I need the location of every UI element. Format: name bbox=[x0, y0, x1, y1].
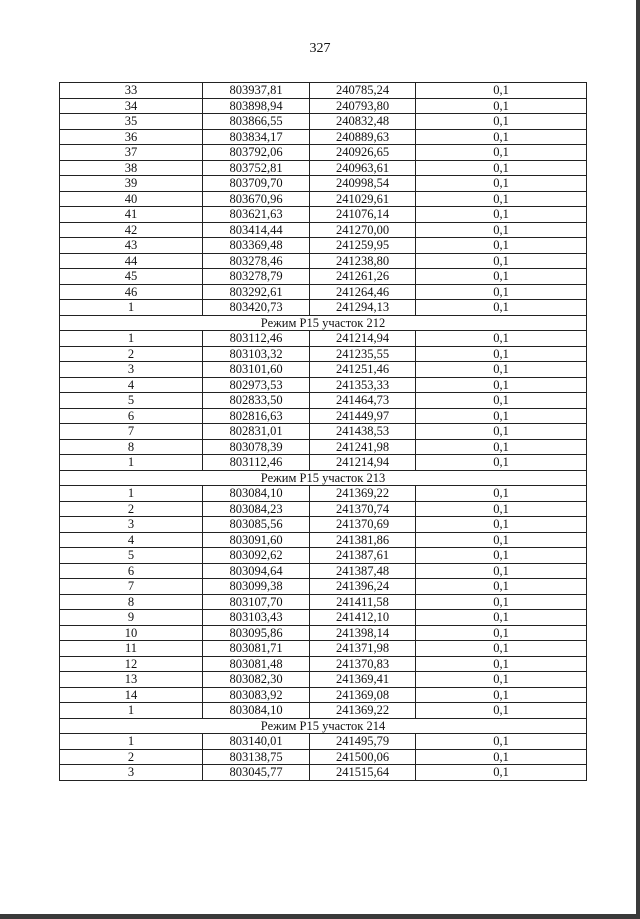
x-coordinate-cell: 803621,63 bbox=[203, 207, 310, 223]
point-number-cell: 3 bbox=[60, 362, 203, 378]
point-number-cell: 45 bbox=[60, 269, 203, 285]
value-cell: 0,1 bbox=[416, 641, 587, 657]
y-coordinate-cell: 241251,46 bbox=[310, 362, 416, 378]
y-coordinate-cell: 241259,95 bbox=[310, 238, 416, 254]
x-coordinate-cell: 803082,30 bbox=[203, 672, 310, 688]
x-coordinate-cell: 803937,81 bbox=[203, 83, 310, 99]
point-number-cell: 5 bbox=[60, 393, 203, 409]
y-coordinate-cell: 241369,22 bbox=[310, 486, 416, 502]
y-coordinate-cell: 241438,53 bbox=[310, 424, 416, 440]
table-row bbox=[60, 393, 587, 409]
point-number-cell: 2 bbox=[60, 501, 203, 517]
table-row bbox=[60, 114, 587, 130]
coordinates-table bbox=[59, 82, 587, 781]
value-cell: 0,1 bbox=[416, 207, 587, 223]
x-coordinate-cell: 803095,86 bbox=[203, 625, 310, 641]
table-row bbox=[60, 517, 587, 533]
x-coordinate-cell: 803081,48 bbox=[203, 656, 310, 672]
x-coordinate-cell: 803278,79 bbox=[203, 269, 310, 285]
y-coordinate-cell: 241396,24 bbox=[310, 579, 416, 595]
table-row bbox=[60, 749, 587, 765]
y-coordinate-cell: 240832,48 bbox=[310, 114, 416, 130]
table-row bbox=[60, 687, 587, 703]
table-row bbox=[60, 734, 587, 750]
section-header-row bbox=[60, 315, 587, 331]
value-cell: 0,1 bbox=[416, 439, 587, 455]
coordinates-table-body bbox=[60, 83, 587, 781]
value-cell: 0,1 bbox=[416, 563, 587, 579]
value-cell: 0,1 bbox=[416, 346, 587, 362]
x-coordinate-cell: 803084,23 bbox=[203, 501, 310, 517]
table-row bbox=[60, 191, 587, 207]
table-row bbox=[60, 548, 587, 564]
value-cell: 0,1 bbox=[416, 362, 587, 378]
value-cell: 0,1 bbox=[416, 610, 587, 626]
x-coordinate-cell: 803369,48 bbox=[203, 238, 310, 254]
point-number-cell: 36 bbox=[60, 129, 203, 145]
value-cell: 0,1 bbox=[416, 486, 587, 502]
value-cell: 0,1 bbox=[416, 83, 587, 99]
y-coordinate-cell: 241369,22 bbox=[310, 703, 416, 719]
y-coordinate-cell: 241370,74 bbox=[310, 501, 416, 517]
point-number-cell: 12 bbox=[60, 656, 203, 672]
y-coordinate-cell: 241241,98 bbox=[310, 439, 416, 455]
x-coordinate-cell: 803103,32 bbox=[203, 346, 310, 362]
section-title: Режим Р15 участок 212 bbox=[60, 315, 587, 331]
table-row bbox=[60, 703, 587, 719]
y-coordinate-cell: 241464,73 bbox=[310, 393, 416, 409]
y-coordinate-cell: 241515,64 bbox=[310, 765, 416, 781]
value-cell: 0,1 bbox=[416, 501, 587, 517]
table-row bbox=[60, 486, 587, 502]
x-coordinate-cell: 803084,10 bbox=[203, 703, 310, 719]
value-cell: 0,1 bbox=[416, 145, 587, 161]
x-coordinate-cell: 802973,53 bbox=[203, 377, 310, 393]
table-row bbox=[60, 439, 587, 455]
x-coordinate-cell: 803084,10 bbox=[203, 486, 310, 502]
x-coordinate-cell: 803792,06 bbox=[203, 145, 310, 161]
point-number-cell: 11 bbox=[60, 641, 203, 657]
x-coordinate-cell: 803140,01 bbox=[203, 734, 310, 750]
point-number-cell: 2 bbox=[60, 749, 203, 765]
value-cell: 0,1 bbox=[416, 734, 587, 750]
value-cell: 0,1 bbox=[416, 253, 587, 269]
table-row bbox=[60, 377, 587, 393]
value-cell: 0,1 bbox=[416, 377, 587, 393]
table-row bbox=[60, 501, 587, 517]
table-row bbox=[60, 176, 587, 192]
value-cell: 0,1 bbox=[416, 548, 587, 564]
y-coordinate-cell: 240926,65 bbox=[310, 145, 416, 161]
value-cell: 0,1 bbox=[416, 656, 587, 672]
point-number-cell: 1 bbox=[60, 486, 203, 502]
table-row bbox=[60, 532, 587, 548]
y-coordinate-cell: 240963,61 bbox=[310, 160, 416, 176]
y-coordinate-cell: 241261,26 bbox=[310, 269, 416, 285]
point-number-cell: 39 bbox=[60, 176, 203, 192]
point-number-cell: 1 bbox=[60, 300, 203, 316]
y-coordinate-cell: 240785,24 bbox=[310, 83, 416, 99]
point-number-cell: 1 bbox=[60, 455, 203, 471]
point-number-cell: 5 bbox=[60, 548, 203, 564]
section-title: Режим Р15 участок 214 bbox=[60, 718, 587, 734]
point-number-cell: 6 bbox=[60, 408, 203, 424]
x-coordinate-cell: 803414,44 bbox=[203, 222, 310, 238]
y-coordinate-cell: 241270,00 bbox=[310, 222, 416, 238]
point-number-cell: 4 bbox=[60, 377, 203, 393]
x-coordinate-cell: 803112,46 bbox=[203, 331, 310, 347]
y-coordinate-cell: 241214,94 bbox=[310, 331, 416, 347]
point-number-cell: 46 bbox=[60, 284, 203, 300]
value-cell: 0,1 bbox=[416, 579, 587, 595]
y-coordinate-cell: 240998,54 bbox=[310, 176, 416, 192]
value-cell: 0,1 bbox=[416, 269, 587, 285]
table-row bbox=[60, 594, 587, 610]
table-row bbox=[60, 563, 587, 579]
y-coordinate-cell: 241411,58 bbox=[310, 594, 416, 610]
x-coordinate-cell: 803866,55 bbox=[203, 114, 310, 130]
page-number: 327 bbox=[309, 41, 331, 56]
value-cell: 0,1 bbox=[416, 687, 587, 703]
x-coordinate-cell: 803103,43 bbox=[203, 610, 310, 626]
y-coordinate-cell: 241076,14 bbox=[310, 207, 416, 223]
y-coordinate-cell: 240889,63 bbox=[310, 129, 416, 145]
scan-edge-bottom bbox=[0, 914, 640, 919]
table-row bbox=[60, 672, 587, 688]
value-cell: 0,1 bbox=[416, 517, 587, 533]
section-header-row bbox=[60, 718, 587, 734]
table-row bbox=[60, 424, 587, 440]
point-number-cell: 37 bbox=[60, 145, 203, 161]
x-coordinate-cell: 803278,46 bbox=[203, 253, 310, 269]
x-coordinate-cell: 803085,56 bbox=[203, 517, 310, 533]
point-number-cell: 38 bbox=[60, 160, 203, 176]
y-coordinate-cell: 241412,10 bbox=[310, 610, 416, 626]
y-coordinate-cell: 241495,79 bbox=[310, 734, 416, 750]
point-number-cell: 35 bbox=[60, 114, 203, 130]
x-coordinate-cell: 802831,01 bbox=[203, 424, 310, 440]
table-row bbox=[60, 160, 587, 176]
y-coordinate-cell: 241381,86 bbox=[310, 532, 416, 548]
y-coordinate-cell: 241264,46 bbox=[310, 284, 416, 300]
value-cell: 0,1 bbox=[416, 765, 587, 781]
y-coordinate-cell: 241235,55 bbox=[310, 346, 416, 362]
y-coordinate-cell: 241371,98 bbox=[310, 641, 416, 657]
point-number-cell: 42 bbox=[60, 222, 203, 238]
y-coordinate-cell: 241449,97 bbox=[310, 408, 416, 424]
y-coordinate-cell: 241369,08 bbox=[310, 687, 416, 703]
x-coordinate-cell: 803834,17 bbox=[203, 129, 310, 145]
point-number-cell: 3 bbox=[60, 517, 203, 533]
table-row bbox=[60, 253, 587, 269]
value-cell: 0,1 bbox=[416, 129, 587, 145]
point-number-cell: 1 bbox=[60, 331, 203, 347]
value-cell: 0,1 bbox=[416, 176, 587, 192]
table-row bbox=[60, 284, 587, 300]
table-row bbox=[60, 579, 587, 595]
point-number-cell: 34 bbox=[60, 98, 203, 114]
table-row bbox=[60, 362, 587, 378]
value-cell: 0,1 bbox=[416, 455, 587, 471]
point-number-cell: 4 bbox=[60, 532, 203, 548]
point-number-cell: 7 bbox=[60, 579, 203, 595]
x-coordinate-cell: 803078,39 bbox=[203, 439, 310, 455]
x-coordinate-cell: 802816,63 bbox=[203, 408, 310, 424]
point-number-cell: 3 bbox=[60, 765, 203, 781]
value-cell: 0,1 bbox=[416, 393, 587, 409]
value-cell: 0,1 bbox=[416, 222, 587, 238]
value-cell: 0,1 bbox=[416, 424, 587, 440]
value-cell: 0,1 bbox=[416, 672, 587, 688]
point-number-cell: 40 bbox=[60, 191, 203, 207]
x-coordinate-cell: 803898,94 bbox=[203, 98, 310, 114]
y-coordinate-cell: 241029,61 bbox=[310, 191, 416, 207]
x-coordinate-cell: 803138,75 bbox=[203, 749, 310, 765]
table-row bbox=[60, 408, 587, 424]
y-coordinate-cell: 241353,33 bbox=[310, 377, 416, 393]
table-row bbox=[60, 98, 587, 114]
x-coordinate-cell: 803112,46 bbox=[203, 455, 310, 471]
y-coordinate-cell: 241387,48 bbox=[310, 563, 416, 579]
y-coordinate-cell: 241369,41 bbox=[310, 672, 416, 688]
table-row bbox=[60, 145, 587, 161]
value-cell: 0,1 bbox=[416, 749, 587, 765]
x-coordinate-cell: 803420,73 bbox=[203, 300, 310, 316]
table-row bbox=[60, 207, 587, 223]
point-number-cell: 33 bbox=[60, 83, 203, 99]
value-cell: 0,1 bbox=[416, 703, 587, 719]
point-number-cell: 7 bbox=[60, 424, 203, 440]
value-cell: 0,1 bbox=[416, 238, 587, 254]
point-number-cell: 1 bbox=[60, 734, 203, 750]
table-row bbox=[60, 610, 587, 626]
table-row bbox=[60, 331, 587, 347]
x-coordinate-cell: 803081,71 bbox=[203, 641, 310, 657]
table-row bbox=[60, 238, 587, 254]
value-cell: 0,1 bbox=[416, 160, 587, 176]
point-number-cell: 8 bbox=[60, 439, 203, 455]
x-coordinate-cell: 803091,60 bbox=[203, 532, 310, 548]
point-number-cell: 14 bbox=[60, 687, 203, 703]
y-coordinate-cell: 241370,69 bbox=[310, 517, 416, 533]
y-coordinate-cell: 241387,61 bbox=[310, 548, 416, 564]
table-row bbox=[60, 625, 587, 641]
x-coordinate-cell: 803107,70 bbox=[203, 594, 310, 610]
table-row bbox=[60, 300, 587, 316]
x-coordinate-cell: 803083,92 bbox=[203, 687, 310, 703]
section-title: Режим Р15 участок 213 bbox=[60, 470, 587, 486]
value-cell: 0,1 bbox=[416, 625, 587, 641]
point-number-cell: 9 bbox=[60, 610, 203, 626]
point-number-cell: 1 bbox=[60, 703, 203, 719]
x-coordinate-cell: 803752,81 bbox=[203, 160, 310, 176]
value-cell: 0,1 bbox=[416, 284, 587, 300]
value-cell: 0,1 bbox=[416, 114, 587, 130]
x-coordinate-cell: 802833,50 bbox=[203, 393, 310, 409]
y-coordinate-cell: 241214,94 bbox=[310, 455, 416, 471]
y-coordinate-cell: 241294,13 bbox=[310, 300, 416, 316]
scan-edge-right bbox=[636, 0, 640, 919]
y-coordinate-cell: 241370,83 bbox=[310, 656, 416, 672]
table-row bbox=[60, 346, 587, 362]
value-cell: 0,1 bbox=[416, 300, 587, 316]
table-row bbox=[60, 765, 587, 781]
section-header-row bbox=[60, 470, 587, 486]
point-number-cell: 8 bbox=[60, 594, 203, 610]
value-cell: 0,1 bbox=[416, 98, 587, 114]
y-coordinate-cell: 241500,06 bbox=[310, 749, 416, 765]
y-coordinate-cell: 241238,80 bbox=[310, 253, 416, 269]
point-number-cell: 13 bbox=[60, 672, 203, 688]
table-row bbox=[60, 83, 587, 99]
table-row bbox=[60, 129, 587, 145]
point-number-cell: 43 bbox=[60, 238, 203, 254]
point-number-cell: 10 bbox=[60, 625, 203, 641]
x-coordinate-cell: 803292,61 bbox=[203, 284, 310, 300]
x-coordinate-cell: 803101,60 bbox=[203, 362, 310, 378]
x-coordinate-cell: 803092,62 bbox=[203, 548, 310, 564]
x-coordinate-cell: 803670,96 bbox=[203, 191, 310, 207]
y-coordinate-cell: 240793,80 bbox=[310, 98, 416, 114]
x-coordinate-cell: 803709,70 bbox=[203, 176, 310, 192]
point-number-cell: 41 bbox=[60, 207, 203, 223]
x-coordinate-cell: 803099,38 bbox=[203, 579, 310, 595]
point-number-cell: 44 bbox=[60, 253, 203, 269]
value-cell: 0,1 bbox=[416, 594, 587, 610]
table-row bbox=[60, 641, 587, 657]
point-number-cell: 6 bbox=[60, 563, 203, 579]
table-row bbox=[60, 656, 587, 672]
x-coordinate-cell: 803094,64 bbox=[203, 563, 310, 579]
value-cell: 0,1 bbox=[416, 532, 587, 548]
value-cell: 0,1 bbox=[416, 331, 587, 347]
value-cell: 0,1 bbox=[416, 408, 587, 424]
table-row bbox=[60, 222, 587, 238]
point-number-cell: 2 bbox=[60, 346, 203, 362]
x-coordinate-cell: 803045,77 bbox=[203, 765, 310, 781]
table-row bbox=[60, 269, 587, 285]
table-row bbox=[60, 455, 587, 471]
y-coordinate-cell: 241398,14 bbox=[310, 625, 416, 641]
value-cell: 0,1 bbox=[416, 191, 587, 207]
